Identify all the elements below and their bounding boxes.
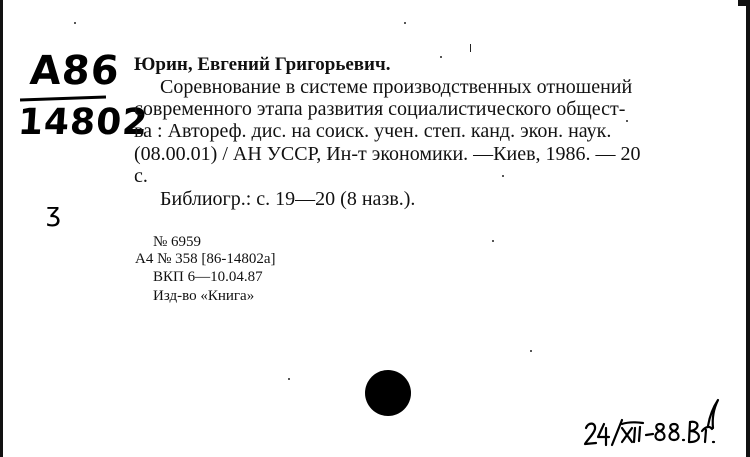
punch-hole: [365, 370, 411, 416]
registry-vkp: ВКП 6—10.04.87: [153, 269, 263, 285]
author-name: Юрин, Евгений Григорьевич.: [134, 54, 391, 75]
scan-speck: [74, 22, 76, 24]
title-line-2: современного этапа развития социалистического общест-: [134, 98, 626, 120]
registry-a4: А4 № 358 [86-14802а]: [135, 251, 276, 267]
scan-edge-corner: [738, 0, 750, 6]
scan-speck: [288, 378, 290, 380]
scan-speck: [440, 56, 442, 58]
title-line-5: с.: [134, 165, 148, 187]
scan-edge-right: [746, 0, 750, 457]
registry-publisher: Изд-во «Книга»: [153, 288, 255, 304]
call-number-line1: A86: [28, 48, 122, 94]
title-line-4: (08.00.01) / АН УССР, Ин-т экономики. —Киев, 1986. — 20: [134, 143, 641, 165]
title-line-3: ва : Автореф. дис. на соиск. учен. степ. канд. экон. наук.: [134, 120, 612, 142]
scan-speck: [404, 22, 406, 24]
bibliography-note: Библиогр.: с. 19—20 (8 назв.).: [160, 188, 416, 210]
scan-speck: [626, 120, 628, 122]
call-number-rule: [20, 96, 106, 102]
title-line-1: Соревнование в системе производственных отношений: [160, 76, 633, 98]
call-number-line2: 14802: [16, 102, 150, 143]
handwritten-date-signature: [582, 398, 727, 450]
handwritten-mark: ʒ: [46, 198, 63, 228]
scan-speck: [530, 350, 532, 352]
scan-speck: [502, 175, 504, 177]
scan-edge-left: [0, 0, 3, 457]
scan-speck: [470, 44, 471, 52]
scan-speck: [492, 240, 494, 242]
registry-number: № 6959: [153, 234, 202, 250]
